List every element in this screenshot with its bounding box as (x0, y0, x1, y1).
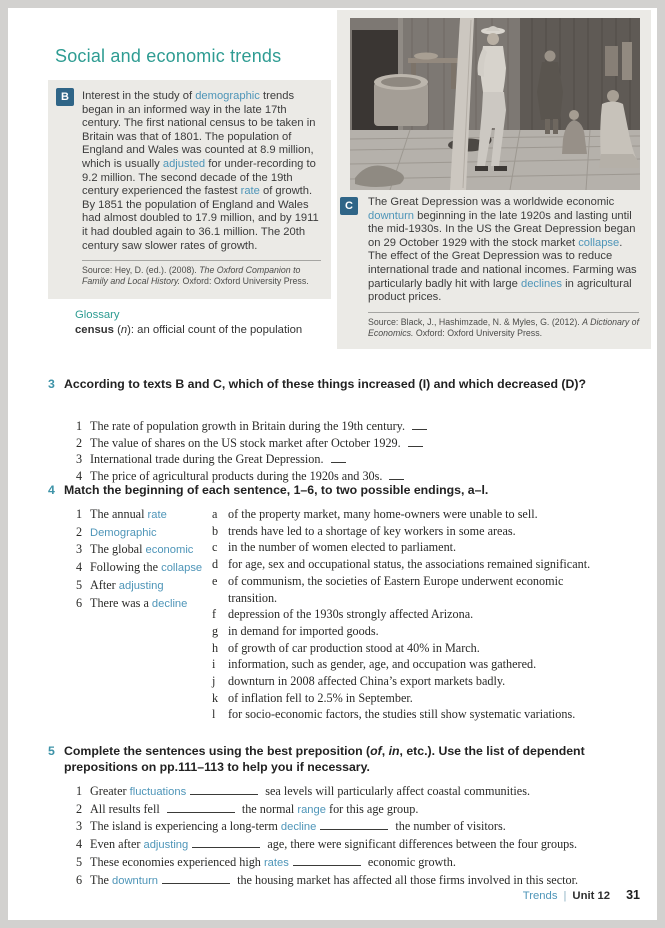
question-5 (48, 743, 648, 887)
q4-ending: e of communism, the societies of Eastern Europe underwent economic transition. (212, 573, 564, 605)
q4-ending: i information, such as gender, age, and occupation was gathered. (212, 657, 537, 672)
footer-section-name: Trends (522, 890, 558, 902)
q5-item: 5 These economies experienced high rates economic growth. (76, 854, 456, 869)
q4-ending: l for socio-economic factors, the studies still show systematic variations. (212, 707, 576, 722)
q5-item: 4 Even after adjusting age, there were significant differences between the four groups. (76, 837, 578, 852)
glossary-entry: census (n): an official count of the population (75, 324, 303, 336)
question-4-number: 4 (48, 483, 55, 497)
question-3-prompt: According to texts B and C, which of these things increased (I) and which decreased (D)? (64, 377, 587, 391)
q4-ending: k of inflation fell to 2.5% in September. (212, 690, 413, 705)
question-3-heading (48, 376, 648, 392)
text-box-c (337, 10, 651, 349)
q4-stem: 6 There was a decline (76, 595, 188, 610)
question-4-prompt: Match the beginning of each sentence, 1–6, to two possible endings, a–l. (64, 483, 489, 497)
q4-ending: c in the number of women elected to parliament. (212, 540, 457, 555)
text-b-body: Interest in the study of demographic trends began in an informed way in the late 17th century. The first national census to be taken in Britain was that of 1801. The population of England and Wales was counted at 8.9 million, which is usually adjusted for under-recording to 9.2 million. The second decade of the 19th century experienced the fastest rate of growth. By 1851 the population of England and Wales had almost doubled to 17.9 million, and by 1911 it had doubled again to 36.1 million. The 20th century saw slower rates of growth. (82, 90, 319, 252)
page-title: Social and economic trends (55, 46, 282, 66)
question-3-number: 3 (48, 377, 55, 391)
text-c-source: Source: Black, J., Hashimzade, N. & Myles, G. (2012). A Dictionary of Economics. Oxford: Oxford University Press. (368, 312, 639, 339)
page-footer (523, 888, 640, 902)
q3-item: 1 The rate of population growth in Britain during the 19th century. (76, 418, 657, 435)
q4-stem: 4 Following the collapse (76, 560, 203, 575)
glossary (75, 308, 302, 338)
q5-item: 2 All results fell the normal range for this age group. (76, 801, 419, 816)
q3-item: 3 International trade during the Great Depression. (76, 451, 657, 468)
q4-stem: 5 After adjusting (76, 577, 164, 592)
q4-ending: j downturn in 2008 affected China’s export markets badly. (212, 674, 506, 689)
question-4 (48, 482, 648, 722)
question-5-heading (48, 743, 648, 775)
q3-item: 2 The value of shares on the US stock market after October 1929. (76, 435, 657, 452)
text-c-body: The Great Depression was a worldwide economic downturn beginning in the late 1920s and lasting until the mid-1930s. In the US the Great Depression began on 29 October 1929 with the stock market collapse. The effect of the Great Depression was to reduce international trade and national incomes. Farming was particularly badly hit with large declines in agricultural product prices. (368, 196, 637, 304)
q5-item: 1 Greater fluctuations sea levels will particularly affect coastal communities. (76, 784, 530, 798)
footer-separator: | (563, 890, 567, 902)
text-c-label: C (340, 197, 358, 215)
footer-unit-label: Unit 12 (572, 890, 611, 902)
q4-ending: b trends have led to a shortage of key workers in some areas. (212, 523, 516, 538)
q4-ending: f depression of the 1930s strongly affected Arizona. (212, 607, 474, 622)
text-b-label: B (56, 88, 74, 106)
glossary-heading: Glossary (75, 309, 120, 321)
great-depression-photo (350, 18, 640, 190)
question-3 (48, 376, 648, 484)
question-5-number: 5 (48, 744, 55, 758)
q4-stem: 3 The global economic (76, 542, 194, 557)
depression-porch-illustration (350, 18, 640, 190)
q4-stem: 2 Demographic (76, 524, 157, 539)
q3-item: 4 The price of agricultural products during the 1920s and 30s. (76, 468, 657, 485)
text-box-b (48, 80, 331, 299)
q4-sentence-beginnings (76, 506, 202, 612)
q4-stem: 1 The annual rate (76, 507, 167, 521)
text-b-source: Source: Hey, D. (ed.). (2008). The Oxford Companion to Family and Local History. Oxford: Oxford University Press. (82, 260, 321, 287)
q4-sentence-endings (212, 506, 590, 723)
footer-page-number: 31 (626, 888, 640, 902)
q4-ending: a of the property market, many home-owners were unable to sell. (212, 507, 538, 521)
q4-ending: g in demand for imported goods. (212, 623, 379, 638)
question-4-heading (48, 482, 648, 498)
q4-ending: h of growth of car production stood at 40% in March. (212, 640, 480, 655)
q5-item: 3 The island is experiencing a long-term decline the number of visitors. (76, 819, 506, 834)
page (8, 8, 657, 920)
q4-ending: d for age, sex and occupational status, the associations remained significant. (212, 557, 591, 572)
question-5-prompt: Complete the sentences using the best preposition (of, in, etc.). Use the list of dependent prepositions on pp.111–113 to help you if necessary. (64, 744, 585, 774)
q5-item: 6 The downturn the housing market has affected all those firms involved in this sector. (76, 872, 579, 887)
